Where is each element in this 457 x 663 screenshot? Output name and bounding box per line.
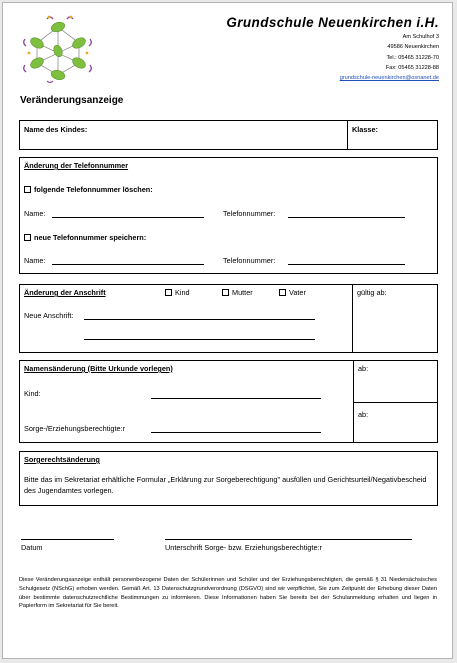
child-from-label: ab: [358, 364, 369, 373]
name-guardian-label: Sorge-/Erziehungsberechtigte:r [24, 424, 125, 433]
address-city: 49586 Neuenkirchen [387, 44, 439, 50]
delete-name-line[interactable] [52, 217, 204, 218]
date-label: Datum [21, 543, 43, 552]
save-name-line[interactable] [52, 264, 204, 265]
save-phone-checkbox[interactable] [24, 234, 31, 241]
email-link[interactable]: grundschule-neuenkirchen@osnanet.de [339, 75, 439, 81]
phone-number: Tel.: 05465 31228-70 [386, 55, 439, 61]
custody-instructions: Bitte das im Sekretariat erhältliche Formular „Erklärung zur Sorgeberechtigung" ausfüllen und Gerichtsurteil/Negativbescheid des Jugendamtes vorlegen. [24, 475, 427, 495]
guardian-from-label: ab: [358, 410, 369, 419]
new-address-line-1[interactable] [84, 319, 315, 320]
address-street: Am Schulhof 3 [402, 34, 439, 40]
form-page [2, 2, 453, 659]
father-option-text: Vater [289, 288, 306, 297]
name-child-line[interactable] [151, 398, 321, 399]
date-line[interactable] [21, 539, 114, 540]
name-change-box [19, 360, 438, 443]
delete-phone-option[interactable] [24, 185, 153, 194]
save-phone-line[interactable] [288, 264, 405, 265]
child-name-label: Name des Kindes: [24, 125, 88, 134]
address-box-divider [352, 285, 353, 352]
address-option-mother[interactable] [222, 288, 253, 297]
phone-change-box [19, 157, 438, 274]
delete-name-label: Name: [24, 209, 46, 218]
delete-phone-label: Telefonnummer: [223, 209, 276, 218]
father-checkbox[interactable] [279, 289, 286, 296]
class-label: Klasse: [352, 125, 378, 134]
address-option-child[interactable] [165, 288, 190, 297]
school-name: Grundschule Neuenkirchen i.H. [226, 15, 439, 30]
signature-label: Unterschrift Sorge- bzw. Erziehungsberechtigte:r [165, 543, 322, 552]
privacy-notice: Diese Veränderungsanzeige enthält personenbezogene Daten der Schülerinnen und Schüler und der Erziehungsberechtigten, die gemäß § 31 Niedersächsisches Schulgesetz (NSchG) erhoben werden. Gemäß Art. 13 Datenschutzgrundverordnung (DSGVO) sind wir verpflichtet, Sie zum Zeitpunkt der Erhebung dieser Daten über bestimmte datenschutzrechtliche Bestimmungen zu informieren. Diese Informationen haben Sie bereits bei der Schulanmeldung erhalten und liegen in Papierform im Sekretariat für Sie bereit. [19, 577, 437, 610]
delete-phone-checkbox[interactable] [24, 186, 31, 193]
address-section-heading: Änderung der Anschrift [24, 288, 106, 297]
mother-option-text: Mutter [232, 288, 253, 297]
school-logo [17, 13, 99, 85]
new-address-label: Neue Anschrift: [24, 311, 74, 320]
signature-line[interactable] [165, 539, 412, 540]
save-name-label: Name: [24, 256, 46, 265]
save-phone-option[interactable] [24, 233, 146, 242]
document-title: Veränderungsanzeige [20, 95, 124, 106]
save-phone-label: Telefonnummer: [223, 256, 276, 265]
save-phone-text: neue Telefonnummer speichern: [34, 233, 147, 242]
custody-section-heading: Sorgerechtsänderung [24, 455, 100, 464]
phone-section-heading: Änderung der Telefonnummer [24, 161, 129, 170]
address-option-father[interactable] [279, 288, 306, 297]
mother-checkbox[interactable] [222, 289, 229, 296]
valid-from-label: gültig ab: [357, 288, 387, 297]
child-checkbox[interactable] [165, 289, 172, 296]
name-box-hdivider [353, 402, 437, 403]
delete-phone-text: folgende Telefonnummer löschen: [34, 185, 153, 194]
custody-change-box [19, 451, 438, 506]
name-child-label: Kind: [24, 389, 41, 398]
name-guardian-line[interactable] [151, 432, 321, 433]
new-address-line-2[interactable] [84, 339, 315, 340]
fax-number: Fax: 05465 31228-88 [385, 65, 439, 71]
address-change-box [19, 284, 438, 353]
child-name-box [19, 120, 438, 150]
delete-phone-line[interactable] [288, 217, 405, 218]
name-section-heading: Namensänderung (Bitte Urkunde vorlegen) [24, 364, 173, 373]
child-box-divider [347, 121, 348, 149]
child-option-text: Kind [175, 288, 190, 297]
